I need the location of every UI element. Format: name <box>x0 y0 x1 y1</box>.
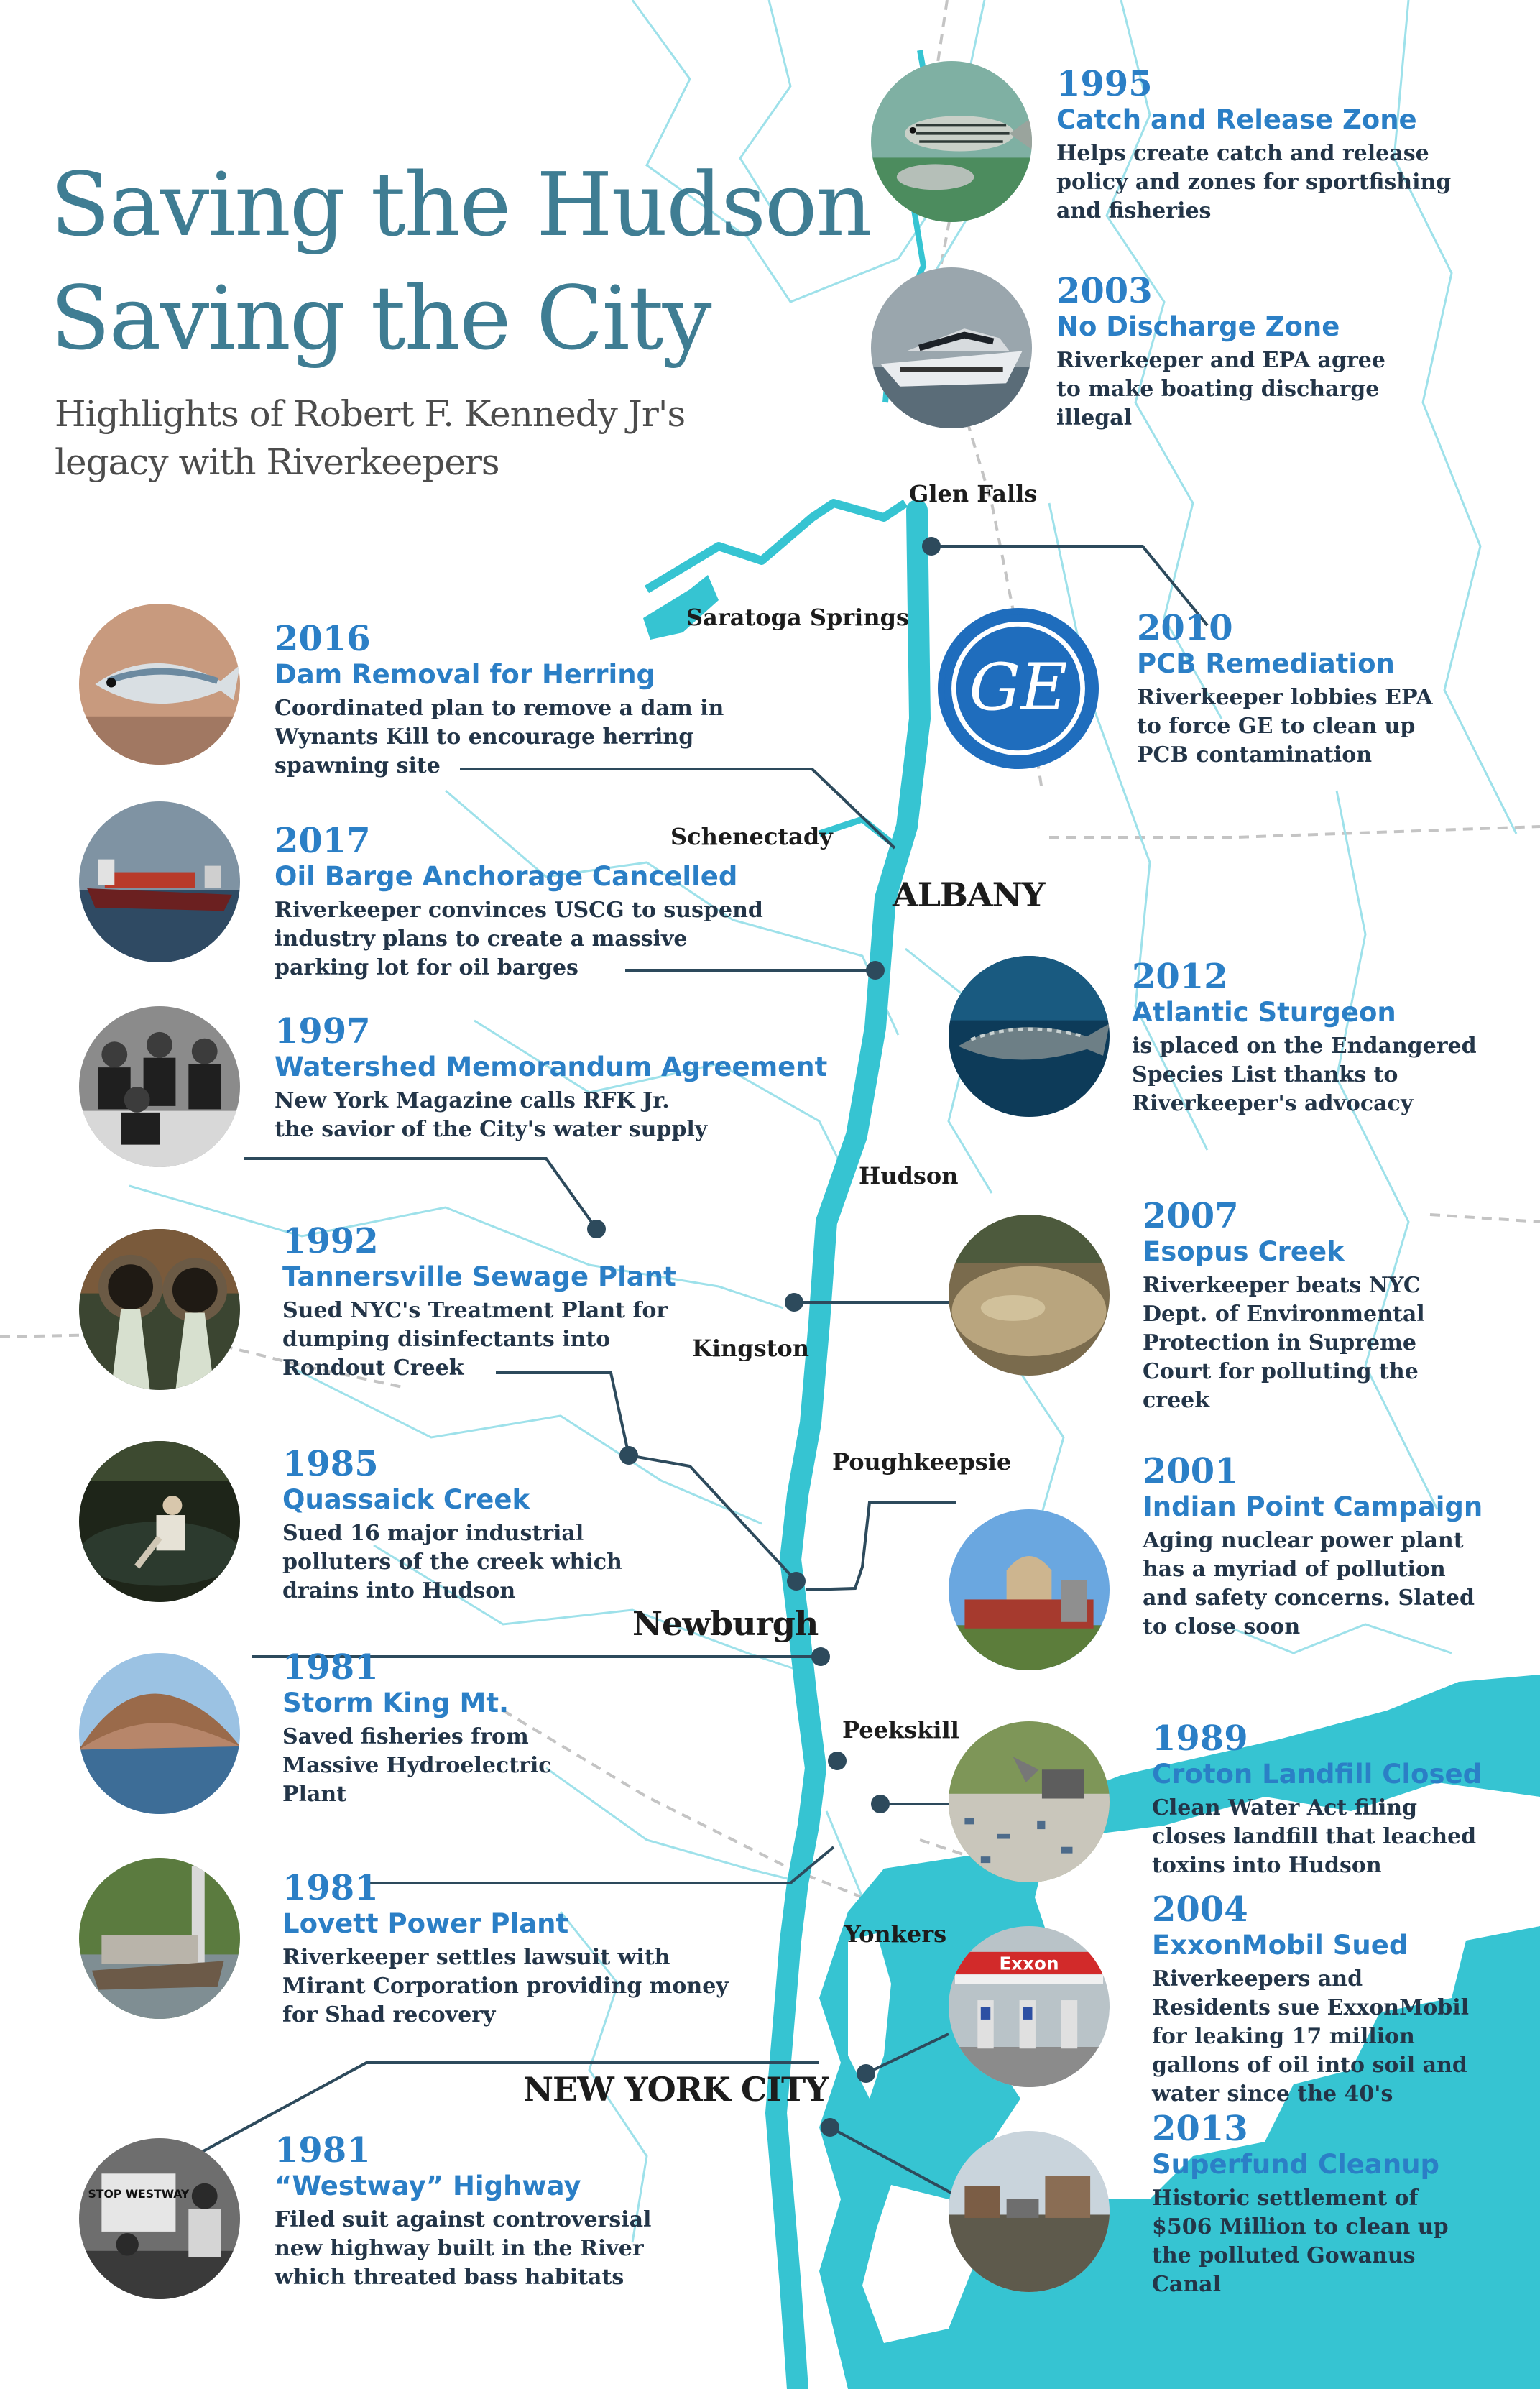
milestone-heading: Indian Point Campaign <box>1143 1491 1483 1522</box>
nuclear-plant-photo <box>949 1509 1110 1670</box>
milestone-heading: Watershed Memorandum Agreement <box>275 1051 828 1082</box>
milestone-description: Coordinated plan to remove a dam in Wynants Kill to encourage herring spawning site <box>275 696 724 778</box>
milestone-description: Riverkeepers and Residents sue ExxonMobil for leaking 17 million gallons of oil into soil and water since the 40's <box>1152 1966 1470 2107</box>
milestone-description: Riverkeeper convinces USCG to suspend industry plans to create a massive parking lot for oil barges <box>275 898 763 980</box>
svg-text:GE: GE <box>969 650 1068 726</box>
city-label-hudson: Hudson <box>859 1162 959 1189</box>
milestone-year: 2012 <box>1132 957 1228 997</box>
city-label-new-york-city: NEW YORK CITY <box>523 2070 829 2109</box>
milestone-heading: “Westway” Highway <box>275 2171 581 2201</box>
milestone-1997-watershed <box>275 1012 827 1144</box>
city-label-saratoga-springs: Saratoga Springs <box>686 604 909 631</box>
milestone-year: 1992 <box>282 1221 379 1261</box>
milestone-description: New York Magazine calls RFK Jr. the savior of the City's water supply <box>275 1088 708 1142</box>
milestone-1985-quassaick <box>282 1445 622 1606</box>
milestone-description: Riverkeeper and EPA agree to make boating discharge illegal <box>1056 348 1385 431</box>
milestone-2010-pcb <box>1137 609 1433 770</box>
milestone-description: Filed suit against controversial new highway built in the River which threated bass habitats <box>275 2207 652 2290</box>
milestone-year: 2016 <box>275 619 371 659</box>
milestone-description: Riverkeeper beats NYC Dept. of Environmental Protection in Supreme Court for polluting the creek <box>1143 1273 1425 1413</box>
milestone-description: Riverkeeper settles lawsuit with Mirant Corporation providing money for Shad recovery <box>282 1945 729 2027</box>
milestone-year: 1985 <box>282 1444 379 1484</box>
milestone-2004-exxonmobil <box>1152 1890 1469 2109</box>
milestone-year: 2007 <box>1143 1196 1239 1236</box>
milestone-year: 1989 <box>1152 1718 1248 1759</box>
city-label-albany: ALBANY <box>893 875 1045 914</box>
city-label-kingston: Kingston <box>692 1335 810 1362</box>
milestone-1989-croton <box>1152 1719 1482 1880</box>
signing-photo <box>79 1006 240 1167</box>
city-label-glen-falls: Glen Falls <box>909 480 1038 507</box>
svg-text:STOP WESTWAY: STOP WESTWAY <box>88 2186 190 2201</box>
milestone-heading: Croton Landfill Closed <box>1152 1759 1483 1790</box>
milestone-heading: Superfund Cleanup <box>1152 2149 1440 2180</box>
milestone-year: 1995 <box>1056 64 1153 104</box>
creek-worker-photo <box>79 1441 240 1602</box>
milestone-heading: Oil Barge Anchorage Cancelled <box>275 861 738 892</box>
landfill-photo <box>949 1721 1110 1882</box>
milestone-year: 2013 <box>1152 2109 1248 2149</box>
milestone-year: 2017 <box>275 821 371 861</box>
milestone-heading: Esopus Creek <box>1143 1236 1345 1267</box>
sewage-pipes-photo <box>79 1229 240 1390</box>
main-title-line-2: Saving the City <box>50 267 711 369</box>
milestone-1981-storm-king <box>282 1648 552 1809</box>
gowanus-canal-photo <box>949 2131 1110 2292</box>
milestone-2003-no-discharge <box>1056 272 1385 433</box>
milestone-heading: ExxonMobil Sued <box>1152 1930 1408 1961</box>
city-label-newburgh: Newburgh <box>632 1604 819 1643</box>
muddy-creek-photo <box>949 1215 1110 1376</box>
city-label-poughkeepsie: Poughkeepsie <box>832 1448 1012 1476</box>
milestone-heading: PCB Remediation <box>1137 648 1395 679</box>
milestone-1992-tannersville <box>282 1222 676 1383</box>
milestone-year: 1981 <box>275 2130 371 2171</box>
milestone-description: Riverkeeper lobbies EPA to force GE to clean up PCB contamination <box>1137 685 1433 768</box>
mountain-photo <box>79 1653 240 1814</box>
milestone-heading: Quassaick Creek <box>282 1484 530 1515</box>
milestone-year: 1981 <box>282 1647 379 1688</box>
milestone-year: 2010 <box>1137 608 1233 648</box>
milestone-description: Sued NYC's Treatment Plant for dumping disinfectants into Rondout Creek <box>282 1298 668 1381</box>
power-plant-photo <box>79 1858 240 2019</box>
milestone-year: 1981 <box>282 1868 379 1908</box>
milestone-2016-dam-removal <box>275 620 724 781</box>
milestone-heading: Tannersville Sewage Plant <box>282 1261 676 1292</box>
milestone-description: Sued 16 major industrial polluters of the creek which drains into Hudson <box>282 1521 622 1603</box>
milestone-description: is placed on the Endangered Species List thanks to Riverkeeper's advocacy <box>1132 1034 1477 1116</box>
milestone-2001-indian-point <box>1143 1452 1483 1642</box>
milestone-year: 2003 <box>1056 271 1153 311</box>
city-label-schenectady: Schenectady <box>670 823 833 850</box>
milestone-heading: Atlantic Sturgeon <box>1132 997 1396 1028</box>
milestone-description: Clean Water Act filing closes landfill that leached toxins into Hudson <box>1152 1795 1477 1878</box>
oil-barge-photo <box>79 801 240 962</box>
milestone-description: Aging nuclear power plant has a myriad of pollution and safety concerns. Slated to close soon <box>1143 1528 1475 1639</box>
subtitle-line-2: legacy with Riverkeepers <box>55 441 499 483</box>
milestone-heading: Dam Removal for Herring <box>275 659 656 690</box>
milestone-2013-superfund <box>1152 2109 1449 2299</box>
subtitle-line-1: Highlights of Robert F. Kennedy Jr's <box>55 393 686 435</box>
milestone-1981-westway <box>275 2131 651 2292</box>
milestone-year: 1997 <box>275 1011 371 1051</box>
yacht-photo <box>871 267 1032 428</box>
milestone-year: 2001 <box>1143 1451 1239 1491</box>
milestone-heading: No Discharge Zone <box>1056 311 1340 342</box>
milestone-2017-oil-barge <box>275 821 763 982</box>
exxon-station-photo <box>949 1926 1110 2087</box>
milestone-heading: Catch and Release Zone <box>1056 104 1417 135</box>
sturgeon-photo <box>949 956 1110 1117</box>
milestone-heading: Storm King Mt. <box>282 1688 510 1718</box>
mohawk-river <box>647 503 905 589</box>
milestone-1981-lovett <box>282 1869 729 2030</box>
milestone-2012-sturgeon <box>1132 957 1477 1118</box>
ge-logo <box>938 608 1099 769</box>
city-label-yonkers: Yonkers <box>844 1920 947 1948</box>
main-title-line-1: Saving the Hudson <box>50 154 871 256</box>
milestone-description: Helps create catch and release policy and zones for sportfishing and fisheries <box>1056 141 1452 224</box>
striped-bass-photo <box>871 61 1032 222</box>
city-label-peekskill: Peekskill <box>842 1716 959 1744</box>
milestone-description: Saved fisheries from Massive Hydroelectric Plant <box>282 1724 552 1807</box>
milestone-2007-esopus <box>1143 1197 1425 1415</box>
svg-text:Exxon: Exxon <box>999 1953 1059 1974</box>
herring-photo <box>79 604 240 765</box>
milestone-description: Historic settlement of $506 Million to clean up the polluted Gowanus Canal <box>1152 2186 1449 2297</box>
milestone-heading: Lovett Power Plant <box>282 1908 569 1939</box>
milestone-1995-catch-release <box>1056 65 1451 226</box>
protest-photo <box>79 2138 240 2299</box>
milestone-year: 2004 <box>1152 1889 1248 1930</box>
